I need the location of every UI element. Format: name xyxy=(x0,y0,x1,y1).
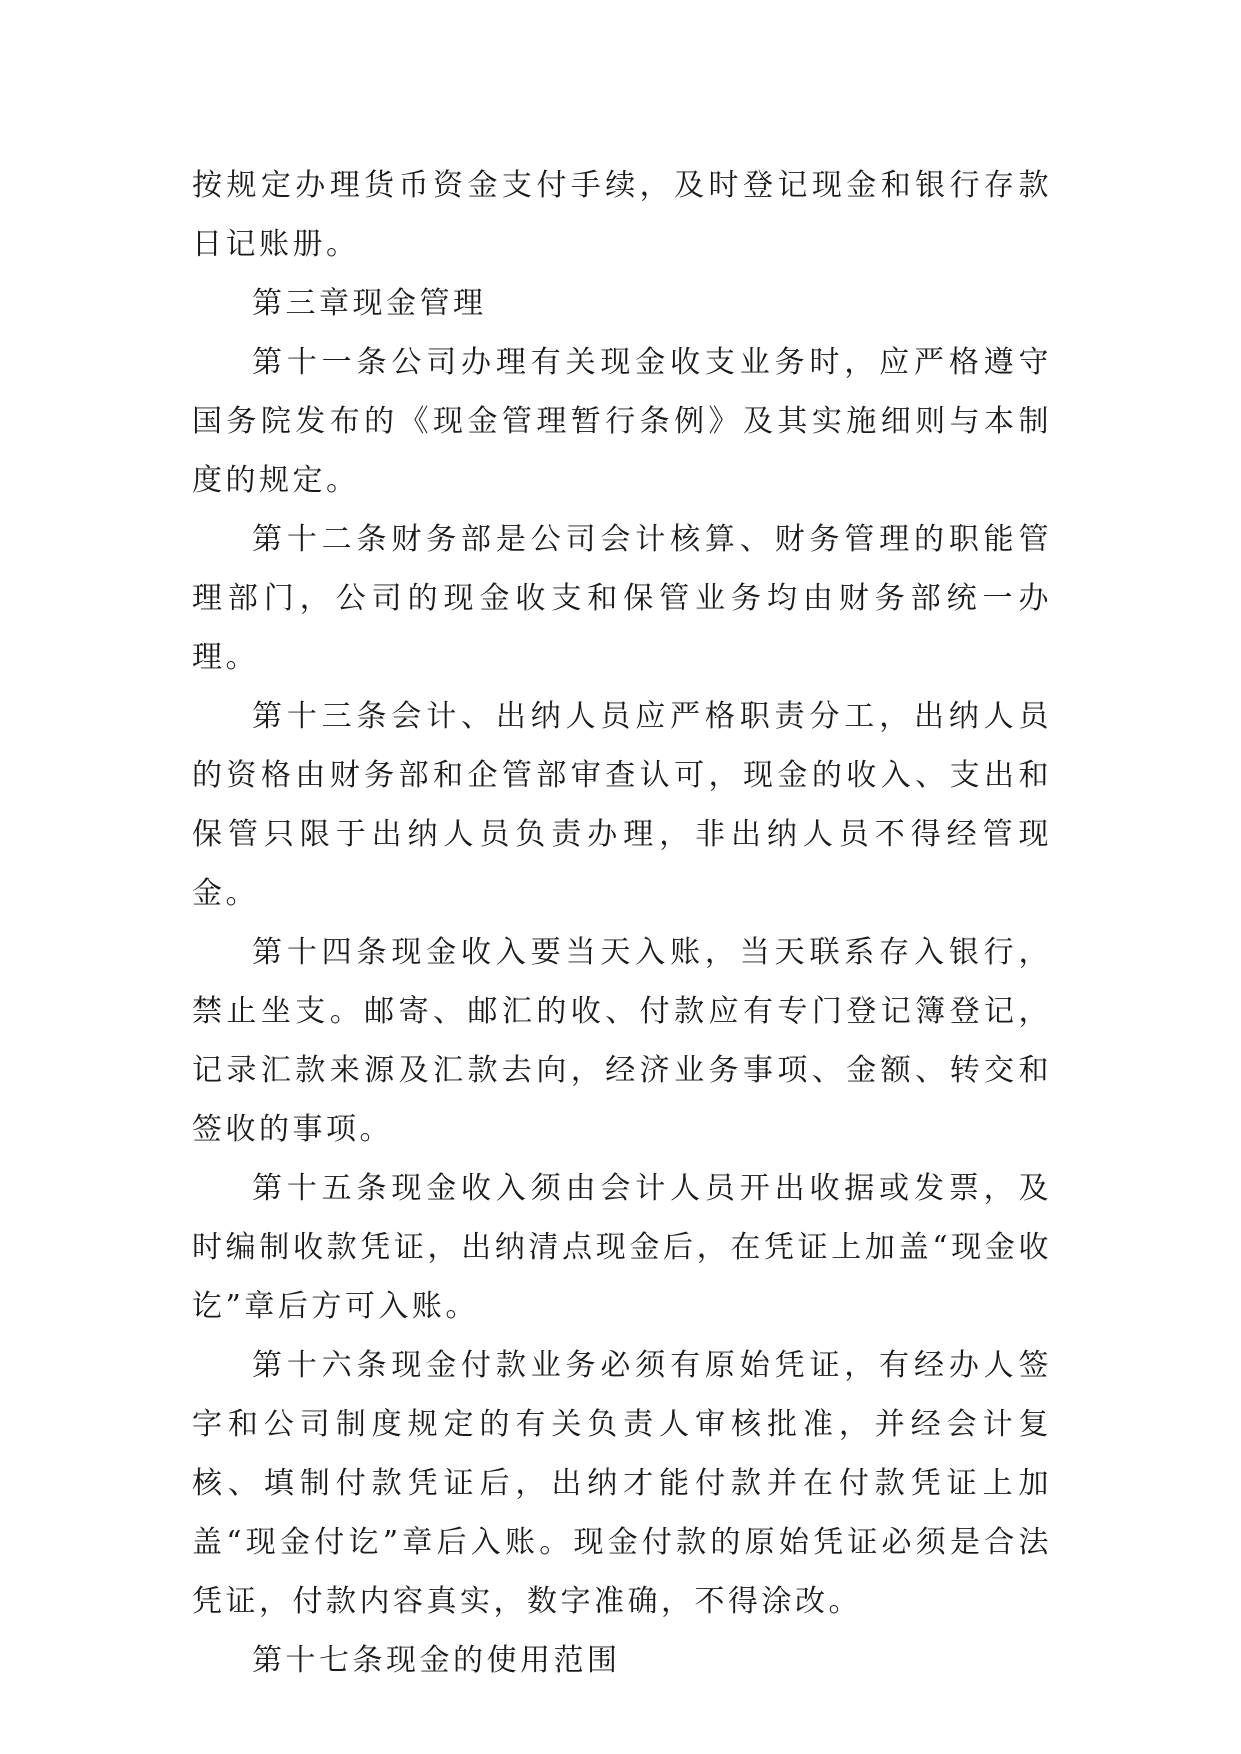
article-15: 第十五条现金收入须由会计人员开出收据或发票，及时编制收款凭证，出纳清点现金后，在凭证上加盖“现金收讫”章后方可入账。 xyxy=(192,1171,1052,1324)
article-11: 第十一条公司办理有关现金收支业务时，应严格遵守国务院发布的《现金管理暂行条例》及其实施细则与本制度的规定。 xyxy=(192,345,1052,498)
article-12: 第十二条财务部是公司会计核算、财务管理的职能管理部门，公司的现金收支和保管业务均由财务部统一办理。 xyxy=(192,522,1052,675)
article-17: 第十七条现金的使用范围 xyxy=(252,1643,621,1678)
article-16: 第十六条现金付款业务必须有原始凭证，有经办人签字和公司制度规定的有关负责人审核批准，并经会计复核、填制付款凭证后，出纳才能付款并在付款凭证上加盖“现金付讫”章后入账。现金付款的原始凭证必须是合法凭证，付款内容真实，数字准确，不得涂改。 xyxy=(192,1348,1052,1619)
article-14: 第十四条现金收入要当天入账，当天联系存入银行，禁止坐支。邮寄、邮汇的收、付款应有专门登记簿登记，记录汇款来源及汇款去向，经济业务事项、金额、转交和签收的事项。 xyxy=(192,935,1052,1147)
paragraph-continued: 按规定办理货币资金支付手续，及时登记现金和银行存款日记账册。 xyxy=(192,168,1052,262)
document-body xyxy=(192,156,1052,1690)
chapter-heading-cash-management: 第三章现金管理 xyxy=(252,286,487,321)
article-13: 第十三条会计、出纳人员应严格职责分工，出纳人员的资格由财务部和企管部审查认可，现金的收入、支出和保管只限于出纳人员负责办理，非出纳人员不得经管现金。 xyxy=(192,699,1052,911)
